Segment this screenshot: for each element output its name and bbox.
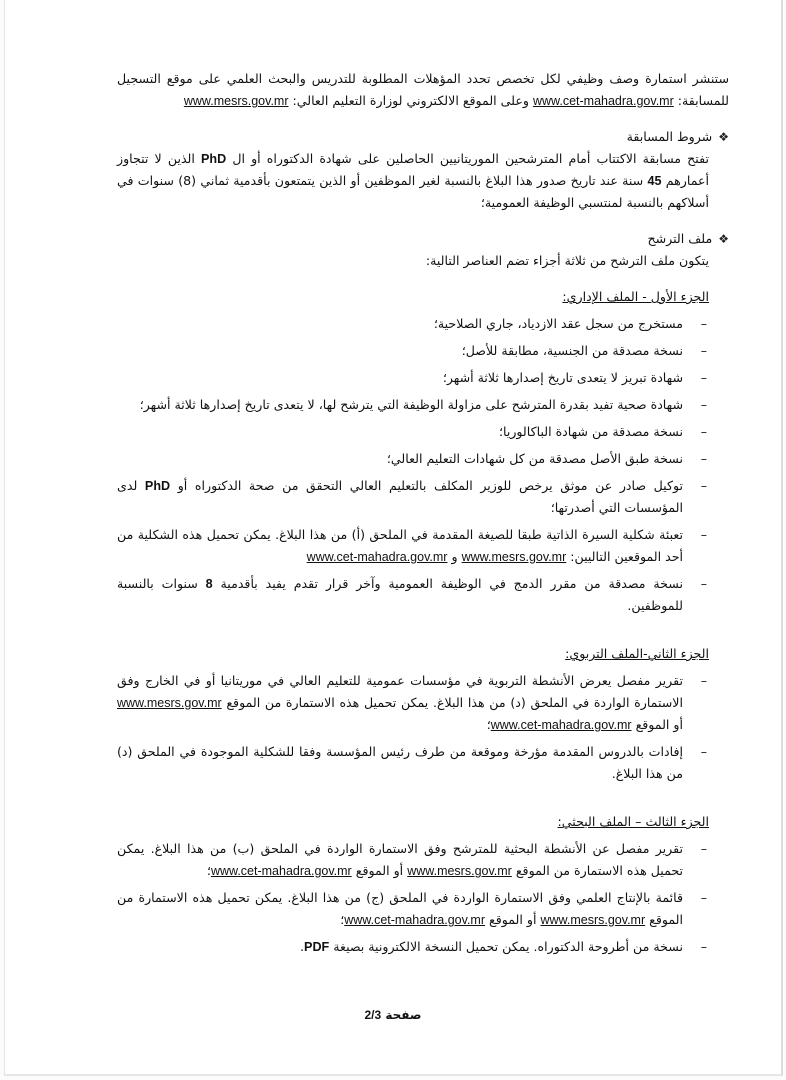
list-item: – شهادة صحية تفيد بقدرة المترشح على مزاولة الوظيفة التي يترشح لها، لا يتعدى تاريخ إصدارها ثلاثة أشهر؛ xyxy=(117,394,709,416)
link-mesrs[interactable]: www.mesrs.gov.mr xyxy=(461,550,567,564)
conditions-text-c: سنة عند تاريخ صدور هذا البلاغ بالنسبة لغير الموظفين أو الذين يتمتعون بأقدمية ثماني (8) سنوات في أسلاكهم بالنسبة لمنتسبي الوظيفة العمومية؛ xyxy=(117,173,709,210)
conditions-paragraph xyxy=(117,148,729,214)
link-cet-mahadra[interactable]: www.cet-mahadra.gov.mr xyxy=(344,913,486,927)
list-item xyxy=(117,475,709,519)
phd-text: PhD xyxy=(201,152,227,166)
item-text: . xyxy=(300,939,305,954)
item-text: نسخة من أطروحة الدكتوراه. يمكن تحميل النسخة الالكترونية بصيغة xyxy=(333,939,683,954)
pdf-text: PDF xyxy=(304,940,330,954)
item-text: أو الموقع xyxy=(635,717,683,732)
item-text: أو الموقع xyxy=(355,863,404,878)
phd-text: PhD xyxy=(144,479,171,493)
list-item: – إفادات بالدروس المقدمة مؤرخة وموقعة من طرف رئيس المؤسسة وفقا للشكلية الموجودة في الملحق (د) من هذا البلاغ. xyxy=(117,741,709,785)
list-item: – نسخة مصدقة من الجنسية، مطابقة للأصل؛ xyxy=(117,340,709,362)
item-text: نسخة مصدقة من مقرر الدمج في الوظيفة العمومية وآخر قرار تقدم يفيد بأقدمية xyxy=(220,576,683,591)
item-text: ؛ xyxy=(206,863,211,878)
page-label: صفحة xyxy=(385,1008,422,1022)
list-item: – شهادة تبريز لا يتعدى تاريخ إصدارها ثلاثة أشهر؛ xyxy=(117,367,709,389)
item-text: ؛ xyxy=(340,912,345,927)
list-item: – مستخرج من سجل عقد الازدياد، جاري الصلاحية؛ xyxy=(117,313,709,335)
page-number: 2/3 xyxy=(364,1008,382,1022)
item-text: توكيل صادر عن موثق يرخص للوزير المكلف بالتعليم العالي التحقق من صحة الدكتوراه أو xyxy=(177,478,683,493)
link-cet-mahadra[interactable]: www.cet-mahadra.gov.mr xyxy=(306,550,448,564)
file-heading xyxy=(117,228,729,250)
intro-middle-text: وعلى الموقع الالكتروني لوزارة التعليم العالي: xyxy=(292,93,529,108)
item-text: سنوات بالنسبة للموظفين. xyxy=(117,576,683,613)
part2-list xyxy=(117,670,729,785)
link-cet-mahadra[interactable]: www.cet-mahadra.gov.mr xyxy=(532,94,674,108)
conditions-text-b: الذين لا تتجاوز أعمارهم xyxy=(117,151,709,188)
part1-title: الجزء الأول - الملف الإداري: xyxy=(562,289,709,304)
conditions-heading xyxy=(117,126,729,148)
diamond-bullet-icon: ❖ xyxy=(718,130,729,144)
file-heading-text: ملف الترشح xyxy=(647,231,713,246)
list-item xyxy=(117,838,709,882)
item-text: تقرير مفصل يعرض الأنشطة التربوية في مؤسسات عمومية للتعليم العالي في موريتانيا أو في الخارج وفق الاستمارة الواردة في الملحق (د) من هذا البلاغ. يمكن تحميل هذه الاستمارة من الموقع xyxy=(117,673,683,710)
conditions-heading-text: شروط المسابقة xyxy=(626,129,713,144)
file-intro: يتكون ملف الترشح من ثلاثة أجزاء تضم العناصر التالية: xyxy=(425,253,709,268)
seniority-years: 8 xyxy=(205,577,213,591)
item-text: تعبئة شكلية السيرة الذاتية طبقا للصيغة المقدمة في الملحق (أ) من هذا البلاغ. يمكن تحميل هذه الشكلية من أحد الموقعين التاليين: xyxy=(117,527,683,564)
item-text: أو الموقع xyxy=(489,912,537,927)
item-text: و xyxy=(451,549,458,564)
list-item xyxy=(117,887,709,931)
list-item: – نسخة طبق الأصل مصدقة من كل شهادات التعليم العالي؛ xyxy=(117,448,709,470)
part3-list xyxy=(117,838,729,958)
link-mesrs[interactable]: www.mesrs.gov.mr xyxy=(183,94,289,108)
list-item xyxy=(117,524,709,568)
link-mesrs[interactable]: www.mesrs.gov.mr xyxy=(540,913,646,927)
list-item xyxy=(117,573,709,617)
document-body xyxy=(117,68,729,958)
item-text: لدى المؤسسات التي أصدرتها؛ xyxy=(117,478,683,515)
link-cet-mahadra[interactable]: www.cet-mahadra.gov.mr xyxy=(490,718,632,732)
item-text: تقرير مفصل عن الأنشطة البحثية للمترشح وفق الاستمارة الواردة في الملحق (ب) من هذا البلاغ. يمكن تحميل هذه الاستمارة من الموقع xyxy=(117,841,683,878)
list-item xyxy=(117,936,709,958)
page-footer xyxy=(5,1008,781,1022)
item-text: قائمة بالإنتاج العلمي وفق الاستمارة الواردة في الملحق (ج) من هذا البلاغ. يمكن تحميل هذه الاستمارة من الموقع xyxy=(117,890,683,927)
part3-title: الجزء الثالث – الملف البحثي: xyxy=(557,814,709,829)
link-mesrs[interactable]: www.mesrs.gov.mr xyxy=(407,864,512,878)
link-mesrs[interactable]: www.mesrs.gov.mr xyxy=(117,696,222,710)
intro-text: ستنشر استمارة وصف وظيفي لكل تخصص تحدد المؤهلات المطلوبة للتدريس والبحث العلمي على موقع التسجيل للمسابقة: xyxy=(117,71,729,108)
part1-list xyxy=(117,313,729,617)
intro-paragraph xyxy=(117,68,729,112)
part2-title: الجزء الثاني-الملف التربوي: xyxy=(565,646,709,661)
item-text: ؛ xyxy=(486,717,491,732)
link-cet-mahadra[interactable]: www.cet-mahadra.gov.mr xyxy=(210,864,352,878)
list-item xyxy=(117,670,709,736)
age-limit: 45 xyxy=(647,174,662,188)
list-item: – نسخة مصدقة من شهادة الباكالوريا؛ xyxy=(117,421,709,443)
conditions-text-a: تفتح مسابقة الاكتتاب أمام المترشحين الموريتانيين الحاصلين على شهادة الدكتوراه أو ال xyxy=(232,151,709,166)
diamond-bullet-icon: ❖ xyxy=(718,232,729,246)
document-page xyxy=(4,0,783,1076)
